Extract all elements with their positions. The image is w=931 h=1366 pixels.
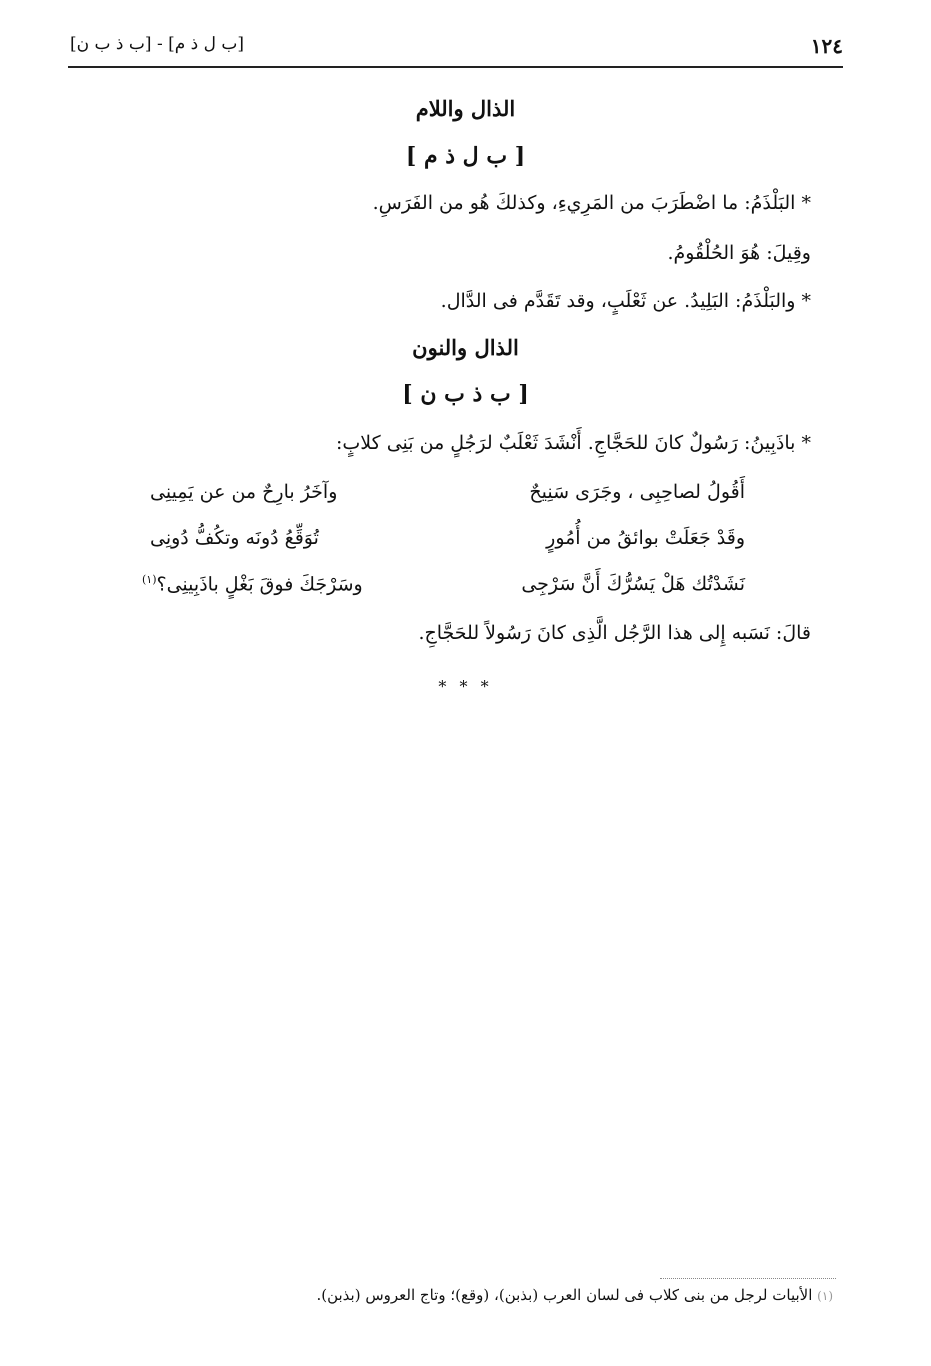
section-heading: الذال والنون	[412, 335, 519, 360]
section-heading: الذال واللام	[415, 96, 516, 121]
entry-line: * باذَبِينُ: رَسُولٌ كانَ للحَجَّاجِ. أَنْشَدَ ثَعْلَبٌ لرَجُلٍ من بَنِى كلابٍ:	[336, 432, 811, 454]
verse-second-hemistich	[142, 573, 363, 595]
footnote	[316, 1286, 833, 1304]
entry-line: قالَ: نَسَبه إِلى هذا الرَّجُل الَّذِى كانَ رَسُولاً للحَجَّاجِ.	[418, 622, 811, 644]
footnote-text: الأبيات لرجل من بنى كلاب فى لسان العرب (بذبن)، (وقع)؛ وتاج العروس (بذبن).	[316, 1286, 813, 1304]
entry-line: * البَلْذَمُ: ما اضْطَرَبَ من المَرِيءِ، وكذلكَ هُو من الفَرَسِ.	[372, 192, 811, 214]
entry-line: وقِيلَ: هُوَ الحُلْقُومُ.	[667, 242, 811, 264]
header-rule	[68, 66, 843, 68]
running-head: [ب ل ذ م] - [ب ذ ب ن]	[70, 34, 245, 54]
verse-first-hemistich: أَقُولُ لصاحِبِى ، وجَرَى سَنِيحٌ	[529, 481, 745, 503]
verse-text: وسَرْجَكَ فوقَ بَغْلٍ باذَبِينِى؟	[156, 573, 363, 596]
footnote-rule	[660, 1278, 836, 1279]
verse-first-hemistich: وقَدْ جَعَلَتْ بوائقُ من أُمُورٍ	[546, 527, 745, 549]
verse-first-hemistich: نَشَدْتُك هَلْ يَسُرُّكَ أَنَّ سَرْجِى	[521, 573, 745, 595]
section-separator: * * *	[438, 677, 493, 696]
root-heading: [ ب ذ ب ن ]	[402, 381, 529, 407]
verse-second-hemistich: وآخَرُ بارِحٌ من عن يَمِينِى	[150, 481, 338, 503]
verse-second-hemistich: تُوَقِّعُ دُونَه وتكُفُّ دُونِى	[150, 527, 319, 549]
entry-line: * والبَلْذَمُ: البَلِيدُ. عن ثَعْلَبٍ، وقد تَقَدَّم فى الدَّال.	[440, 290, 811, 312]
page-number: ١٢٤	[810, 34, 843, 58]
root-heading: [ ب ل ذ م ]	[405, 143, 526, 169]
footnote-marker: (١)	[817, 1289, 833, 1303]
footnote-reference: (١)	[142, 573, 157, 586]
